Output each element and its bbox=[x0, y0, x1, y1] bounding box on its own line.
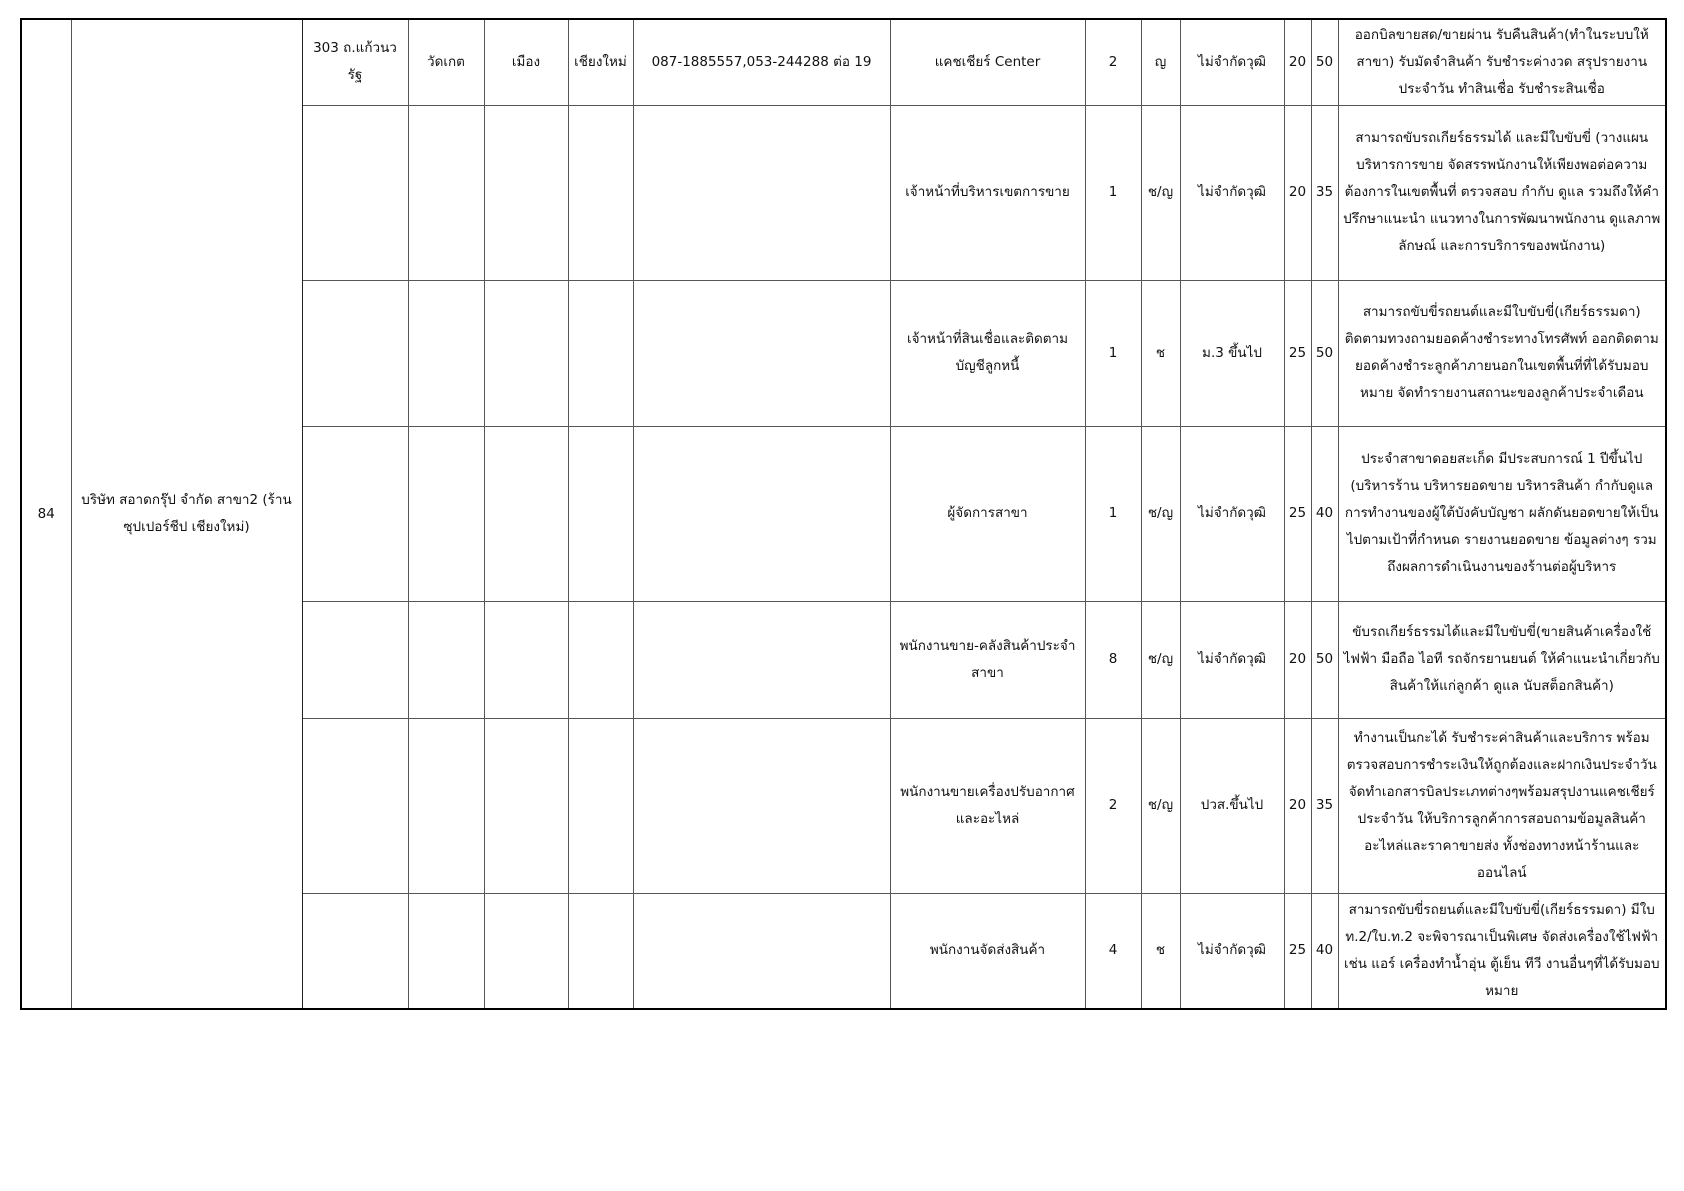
empty-phone-cell bbox=[633, 601, 890, 718]
empty-address-cell bbox=[302, 601, 408, 718]
empty-province-cell bbox=[568, 601, 633, 718]
job-description: ขับรถเกียร์ธรรมได้และมีใบขับขี่(ขายสินค้าเครื่องใช้ไฟฟ้า มือถือ ไอที รถจักรยานยนต์ ให้คำแนะนำเกี่ยวกับสินค้าให้แก่ลูกค้า ดูแล นับสต็อกสินค้า) bbox=[1338, 601, 1666, 718]
job-age-max: 40 bbox=[1311, 893, 1338, 1009]
job-gender: ช/ญ bbox=[1141, 105, 1180, 280]
job-gender: ช/ญ bbox=[1141, 426, 1180, 601]
company-province: เชียงใหม่ bbox=[568, 19, 633, 105]
company-phone: 087-1885557,053-244288 ต่อ 19 bbox=[633, 19, 890, 105]
job-count: 1 bbox=[1085, 280, 1141, 426]
company-subdistrict: วัดเกต bbox=[408, 19, 484, 105]
empty-district-cell bbox=[484, 426, 568, 601]
job-education: ไม่จำกัดวุฒิ bbox=[1180, 19, 1284, 105]
company-district: เมือง bbox=[484, 19, 568, 105]
empty-province-cell bbox=[568, 105, 633, 280]
empty-address-cell bbox=[302, 105, 408, 280]
job-education: ไม่จำกัดวุฒิ bbox=[1180, 105, 1284, 280]
empty-district-cell bbox=[484, 601, 568, 718]
job-position: เจ้าหน้าที่บริหารเขตการขาย bbox=[890, 105, 1085, 280]
empty-subdistrict-cell bbox=[408, 280, 484, 426]
empty-address-cell bbox=[302, 280, 408, 426]
job-age-min: 25 bbox=[1284, 893, 1311, 1009]
job-age-min: 25 bbox=[1284, 426, 1311, 601]
job-position: เจ้าหน้าที่สินเชื่อและติดตามบัญชีลูกหนี้ bbox=[890, 280, 1085, 426]
table-row bbox=[21, 19, 1666, 105]
job-description: ออกบิลขายสด/ขายผ่าน รับคืนสินค้า(ทำในระบบให้สาขา) รับมัดจำสินค้า รับชำระค่างวด สรุปรายงานประจำวัน ทำสินเชื่อ รับชำระสินเชื่อ bbox=[1338, 19, 1666, 105]
job-education: ไม่จำกัดวุฒิ bbox=[1180, 426, 1284, 601]
job-age-max: 35 bbox=[1311, 718, 1338, 893]
empty-phone-cell bbox=[633, 280, 890, 426]
job-age-min: 25 bbox=[1284, 280, 1311, 426]
job-description: ประจำสาขาดอยสะเก็ด มีประสบการณ์ 1 ปีขึ้นไป (บริหารร้าน บริหารยอดขาย บริหารสินค้า กำกับดูแลการทำงานของผู้ใต้บังคับบัญชา ผลักดันยอดขายให้เป็นไปตามเป้าที่กำหนด รายงานยอดขาย ข้อมูลต่างๆ รวมถึงผลการดำเนินงานของร้านต่อผู้บริหาร bbox=[1338, 426, 1666, 601]
job-gender: ช bbox=[1141, 280, 1180, 426]
empty-address-cell bbox=[302, 426, 408, 601]
empty-district-cell bbox=[484, 893, 568, 1009]
job-age-min: 20 bbox=[1284, 718, 1311, 893]
job-education: ปวส.ขึ้นไป bbox=[1180, 718, 1284, 893]
job-description: สามารถขับขี่รถยนต์และมีใบขับขี่(เกียร์ธรรมดา) ติดตามทวงถามยอดค้างชำระทางโทรศัพท์ ออกติดตามยอดค้างชำระลูกค้าภายนอกในเขตพื้นที่ที่ได้รับมอบหมาย จัดทำรายงานสถานะของลูกค้าประจำเดือน bbox=[1338, 280, 1666, 426]
job-age-min: 20 bbox=[1284, 601, 1311, 718]
job-age-max: 50 bbox=[1311, 19, 1338, 105]
empty-subdistrict-cell bbox=[408, 105, 484, 280]
job-description: ทำงานเป็นกะได้ รับชำระค่าสินค้าและบริการ พร้อมตรวจสอบการชำระเงินให้ถูกต้องและฝากเงินประจำวัน จัดทำเอกสารบิลประเภทต่างๆพร้อมสรุปงานแคชเชียร์ประจำวัน ให้บริการลูกค้าการสอบถามข้อมูลสินค้า อะไหล่และราคาขายส่ง ทั้งช่องทางหน้าร้านและออนไลน์ bbox=[1338, 718, 1666, 893]
job-education: ไม่จำกัดวุฒิ bbox=[1180, 893, 1284, 1009]
job-age-min: 20 bbox=[1284, 19, 1311, 105]
empty-address-cell bbox=[302, 718, 408, 893]
company-sequence-number: 84 bbox=[21, 19, 71, 1009]
job-position: พนักงานจัดส่งสินค้า bbox=[890, 893, 1085, 1009]
job-position: พนักงานขายเครื่องปรับอากาศและอะไหล่ bbox=[890, 718, 1085, 893]
company-address: 303 ถ.แก้วนวรัฐ bbox=[302, 19, 408, 105]
empty-province-cell bbox=[568, 426, 633, 601]
empty-subdistrict-cell bbox=[408, 718, 484, 893]
job-gender: ช/ญ bbox=[1141, 601, 1180, 718]
empty-subdistrict-cell bbox=[408, 893, 484, 1009]
company-name: บริษัท สอาดกรุ๊ป จำกัด สาขา2 (ร้านซุปเปอร์ชีป เชียงใหม่) bbox=[71, 19, 302, 1009]
job-age-max: 50 bbox=[1311, 601, 1338, 718]
job-description: สามารถขับรถเกียร์ธรรมได้ และมีใบขับขี่ (วางแผนบริหารการขาย จัดสรรพนักงานให้เพียงพอต่อความต้องการในเขตพื้นที่ ตรวจสอบ กำกับ ดูแล รวมถึงให้คำปรึกษาแนะนำ แนวทางในการพัฒนาพนักงาน ดูแลภาพลักษณ์ และการบริการของพนักงาน) bbox=[1338, 105, 1666, 280]
empty-phone-cell bbox=[633, 718, 890, 893]
job-position: พนักงานขาย-คลังสินค้าประจำสาขา bbox=[890, 601, 1085, 718]
job-age-max: 35 bbox=[1311, 105, 1338, 280]
empty-district-cell bbox=[484, 280, 568, 426]
empty-subdistrict-cell bbox=[408, 426, 484, 601]
job-education: ม.3 ขึ้นไป bbox=[1180, 280, 1284, 426]
job-count: 4 bbox=[1085, 893, 1141, 1009]
job-age-min: 20 bbox=[1284, 105, 1311, 280]
job-education: ไม่จำกัดวุฒิ bbox=[1180, 601, 1284, 718]
empty-province-cell bbox=[568, 718, 633, 893]
job-gender: ญ bbox=[1141, 19, 1180, 105]
empty-province-cell bbox=[568, 893, 633, 1009]
empty-phone-cell bbox=[633, 105, 890, 280]
empty-address-cell bbox=[302, 893, 408, 1009]
empty-subdistrict-cell bbox=[408, 601, 484, 718]
job-count: 1 bbox=[1085, 105, 1141, 280]
empty-phone-cell bbox=[633, 426, 890, 601]
empty-province-cell bbox=[568, 280, 633, 426]
job-openings-table bbox=[20, 18, 1667, 1010]
job-count: 2 bbox=[1085, 19, 1141, 105]
empty-phone-cell bbox=[633, 893, 890, 1009]
empty-district-cell bbox=[484, 718, 568, 893]
job-position: แคชเชียร์ Center bbox=[890, 19, 1085, 105]
job-count: 2 bbox=[1085, 718, 1141, 893]
job-position: ผู้จัดการสาขา bbox=[890, 426, 1085, 601]
job-count: 1 bbox=[1085, 426, 1141, 601]
job-age-max: 50 bbox=[1311, 280, 1338, 426]
empty-district-cell bbox=[484, 105, 568, 280]
job-age-max: 40 bbox=[1311, 426, 1338, 601]
job-gender: ช bbox=[1141, 893, 1180, 1009]
job-gender: ช/ญ bbox=[1141, 718, 1180, 893]
job-description: สามารถขับขี่รถยนต์และมีใบขับขี่(เกียร์ธรรมดา) มีใบ ท.2/ใบ.ท.2 จะพิจารณาเป็นพิเศษ จัดส่งเครื่องใช้ไฟฟ้า เช่น แอร์ เครื่องทำน้ำอุ่น ตู้เย็น ทีวี งานอื่นๆที่ได้รับมอบหมาย bbox=[1338, 893, 1666, 1009]
job-count: 8 bbox=[1085, 601, 1141, 718]
